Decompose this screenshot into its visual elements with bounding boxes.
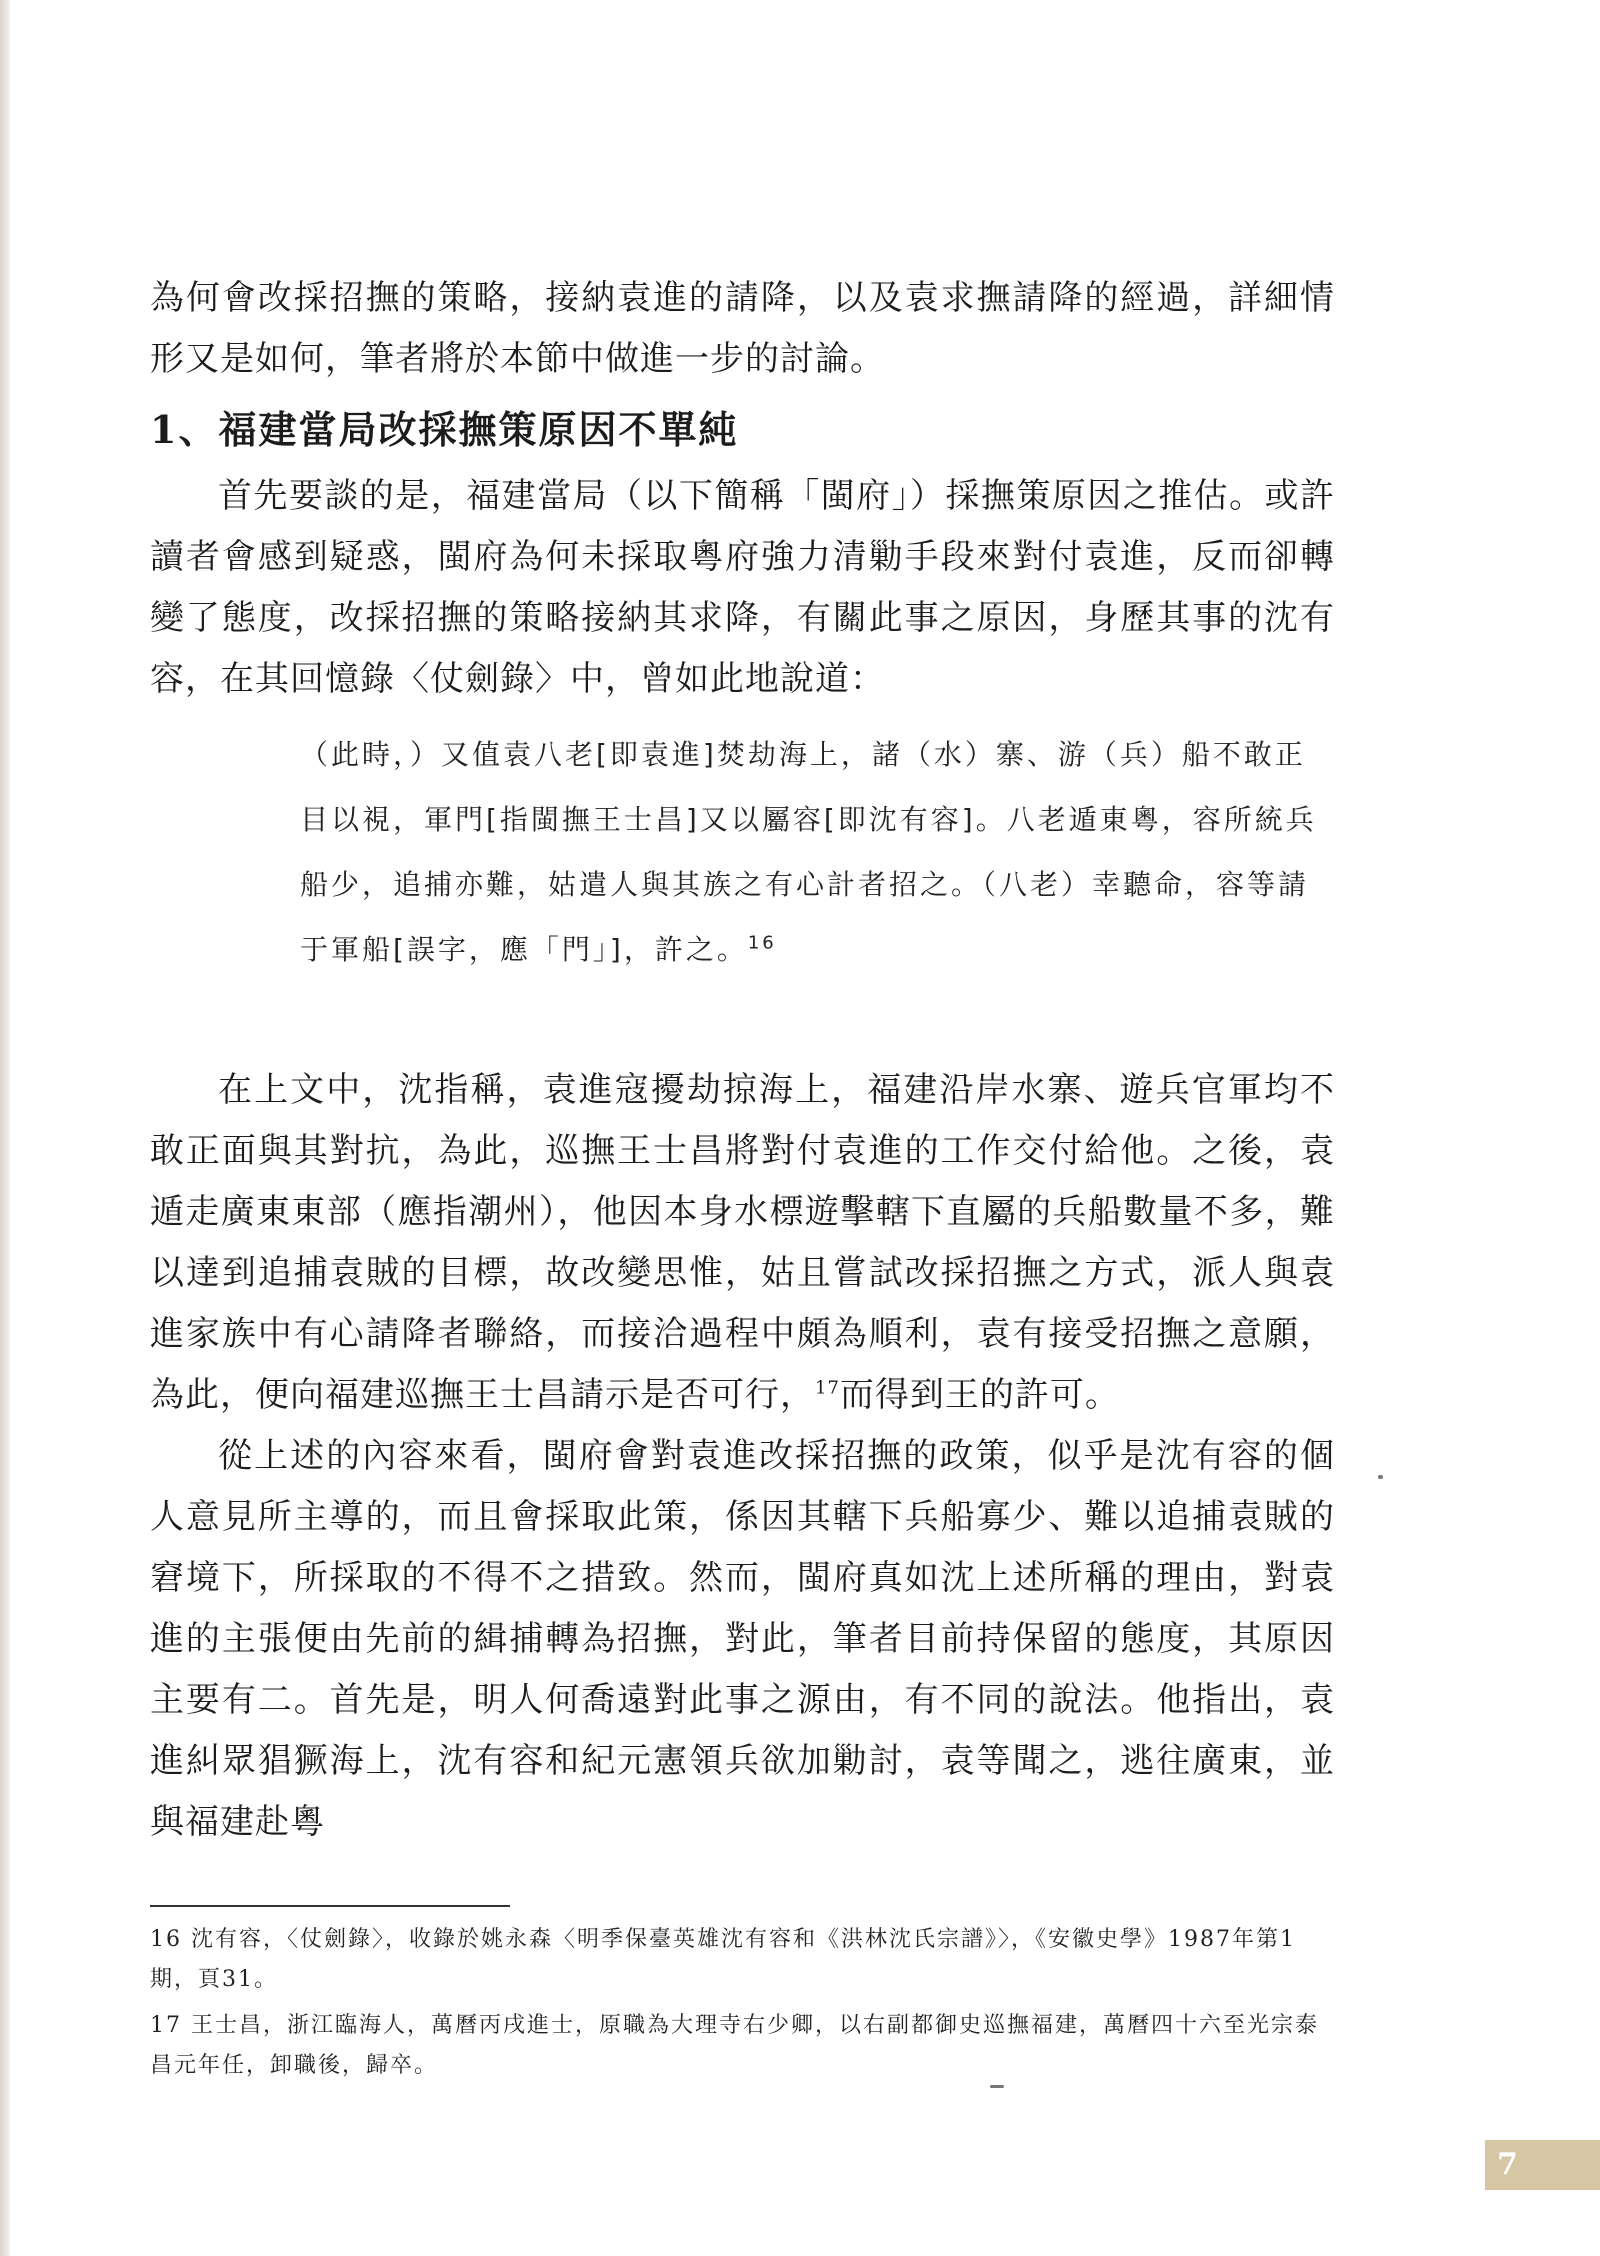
paragraph-3: 從上述的內容來看，閩府會對袁進改採招撫的政策，似乎是沈有容的個人意見所主導的，而且會採取此策，係因其轄下兵船寡少、難以追捕袁賊的窘境下，所採取的不得不之措致。然而，閩府真如沈上述所稱的理由，對袁進的主張便由先前的緝捕轉為招撫，對此，筆者目前持保留的態度，其原因主要有二。首先是，明人何喬遠對此事之源由，有不同的說法。他指出，袁進糾眾猖獗海上，沈有容和紀元憲領兵欲加勦討，袁等聞之，逃往廣東，並與福建赴粵 bbox=[150, 1436, 1335, 1842]
footnote-17: 17 王士昌，浙江臨海人，萬曆丙戌進士，原職為大理寺右少卿，以右副都御史巡撫福建，萬曆四十六至光宗泰昌元年任，卸職後，歸卒。 bbox=[150, 2013, 1319, 2078]
footnote-16: 16 沈有容，〈仗劍錄〉，收錄於姚永森〈明季保臺英雄沈有容和《洪林沈氏宗譜》〉，《安徽史學》1987年第1期，頁31。 bbox=[150, 1927, 1296, 1992]
section-heading: 1、福建當局改採撫策原因不單純 bbox=[150, 407, 739, 452]
scan-speck bbox=[990, 2085, 1004, 2088]
page-edge bbox=[0, 0, 10, 2256]
footnotes bbox=[150, 1920, 1335, 2092]
paragraph-2 bbox=[150, 1060, 1335, 1426]
scan-speck bbox=[1378, 1475, 1383, 1479]
block-quote bbox=[300, 710, 1330, 1060]
paragraph-2-part-b: 而得到王的許可。 bbox=[839, 1375, 1120, 1415]
footnote-ref-17[interactable]: 17 bbox=[815, 1377, 840, 1399]
page-number: 7 bbox=[1485, 2140, 1600, 2190]
main-text bbox=[150, 268, 1335, 1853]
opening-paragraph: 為何會改採招撫的策略，接納袁進的請降，以及袁求撫請降的經過，詳細情形又是如何，筆者將於本節中做進一步的討論。 bbox=[150, 278, 1335, 379]
footnote-ref-16[interactable]: 16 bbox=[747, 932, 777, 954]
paragraph-1: 首先要談的是，福建當局（以下簡稱「閩府」）採撫策原因之推估。或許讀者會感到疑惑，閩府為何未採取粵府強力清勦手段來對付袁進，反而卻轉變了態度，改採招撫的策略接納其求降，有關此事之原因，身歷其事的沈有容，在其回憶錄〈仗劍錄〉中，曾如此地說道： bbox=[150, 476, 1335, 699]
quote-text: （此時，）又值袁八老[即袁進]焚劫海上，諸（水）寨、游（兵）船不敢正目以視，軍門[指閩撫王士昌]又以屬容[即沈有容]。八老遁東粵，容所統兵船少，追捕亦難，姑遣人與其族之有心計者招之。（八老）幸聽命，容等請于軍船[誤字，應「門」]，許之。 bbox=[300, 738, 1317, 966]
paragraph-2-part-a: 在上文中，沈指稱，袁進寇擾劫掠海上，福建沿岸水寨、遊兵官軍均不敢正面與其對抗，為此，巡撫王士昌將對付袁進的工作交付給他。之後，袁遁走廣東東部（應指潮州），他因本身水標遊擊轄下直屬的兵船數量不多，難以達到追捕袁賊的目標，故改變思惟，姑且嘗試改採招撫之方式，派人與袁進家族中有心請降者聯絡，而接洽過程中頗為順利，袁有接受招撫之意願，為此，便向福建巡撫王士昌請示是否可行， bbox=[150, 1070, 1335, 1415]
footnote-divider bbox=[150, 1905, 510, 1907]
